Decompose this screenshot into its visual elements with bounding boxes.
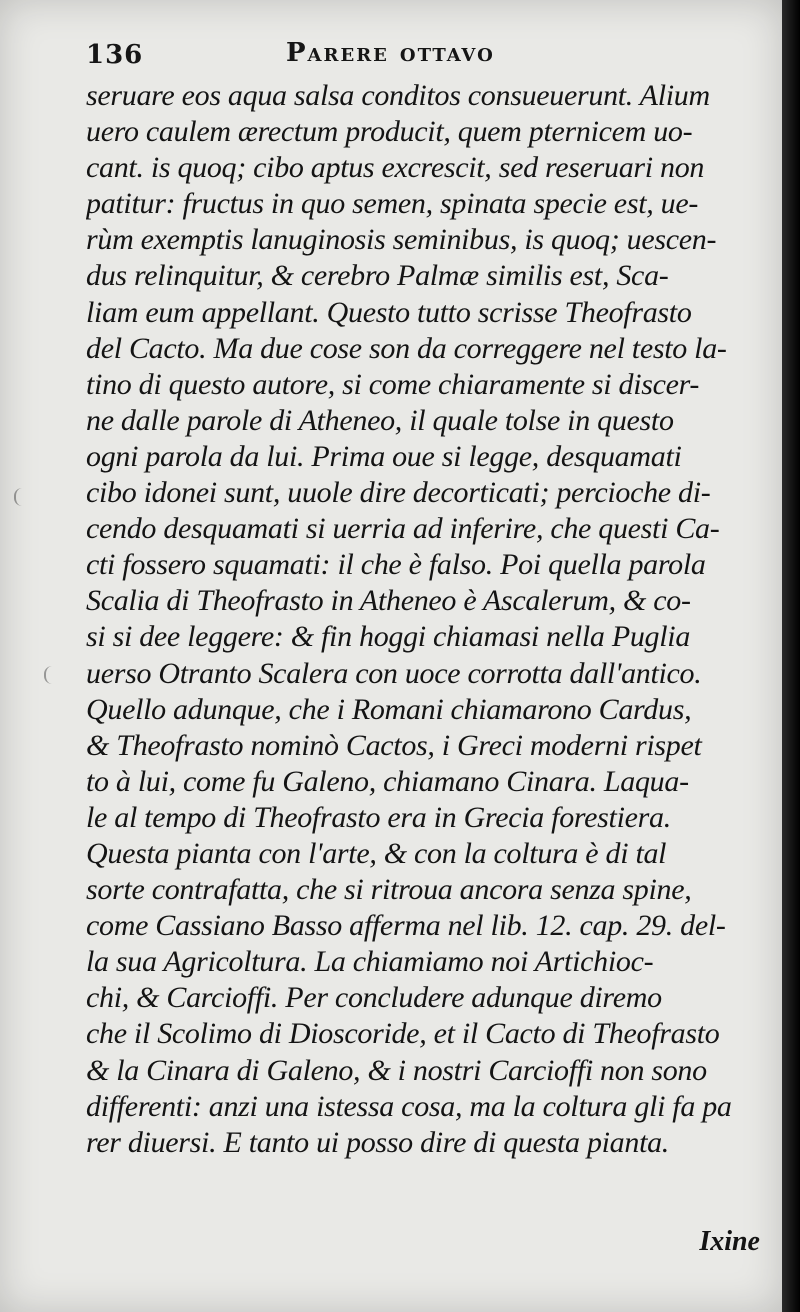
catchword: Ixine xyxy=(699,1226,760,1257)
text-line: cendo desquamati si uerria ad inferire, che questi Ca- xyxy=(86,512,720,546)
text-line: Questa pianta con l'arte, & con la coltura è di tal xyxy=(86,836,667,870)
text-line: le al tempo di Theofrasto era in Grecia forestiera. xyxy=(86,800,671,834)
text-line: che il Scolimo di Dioscoride, et il Cacto di Theofrasto xyxy=(86,1017,720,1051)
text-line: sorte contrafatta, che si ritroua ancora senza spine, xyxy=(86,873,692,907)
text-line: rer diuersi. E tanto ui posso dire di questa pianta. xyxy=(86,1125,670,1159)
text-line: cant. is quoq; cibo aptus excrescit, sed reseruari non xyxy=(86,151,705,185)
running-head: Parere ottavo xyxy=(286,38,495,68)
text-line: la sua Agricoltura. La chiamiamo noi Artichioc- xyxy=(86,945,654,979)
text-line: patitur: fructus in quo semen, spinata specie est, ue- xyxy=(86,187,699,221)
text-line: uerso Otranto Scalera con uoce corrotta dall'antico. xyxy=(86,656,702,690)
text-line: si si dee leggere: & fin hoggi chiamasi nella Puglia xyxy=(86,620,691,654)
margin-ink-mark xyxy=(14,488,24,506)
page-edge-shadow xyxy=(782,0,800,1312)
page-number: 136 xyxy=(86,40,144,70)
text-line: & Theofrasto nominò Cactos, i Greci moderni rispet xyxy=(86,728,702,762)
text-line: ne dalle parole di Atheneo, il quale tolse in questo xyxy=(86,403,674,437)
text-line: tino di questo autore, si come chiaramente si discer- xyxy=(86,367,700,401)
text-line: ogni parola da lui. Prima oue si legge, desquamati xyxy=(86,439,682,473)
text-line: Scalia di Theofrasto in Atheneo è Ascalerum, & co- xyxy=(86,584,691,618)
text-line: chi, & Carcioffi. Per concludere adunque diremo xyxy=(86,981,662,1015)
margin-ink-mark xyxy=(44,666,54,684)
text-line: Quello adunque, che i Romani chiamarono Cardus, xyxy=(86,692,692,726)
text-line: seruare eos aqua salsa conditos consueuerunt. Alium xyxy=(86,79,710,112)
body-text xyxy=(86,78,766,1161)
text-line: cibo idonei sunt, uuole dire decorticati; percioche di- xyxy=(86,476,711,510)
text-line: rùm exemptis lanuginosis seminibus, is quoq; uescen- xyxy=(86,223,717,257)
text-line: liam eum appellant. Questo tutto scrisse Theofrasto xyxy=(86,295,692,329)
text-line: cti fossero squamati: il che è falso. Poi quella parola xyxy=(86,548,706,582)
page-header xyxy=(86,34,686,74)
text-line: & la Cinara di Galeno, & i nostri Carcioffi non sono xyxy=(86,1053,707,1087)
text-line: uero caulem ærectum producit, quem pternicem uo- xyxy=(86,115,693,149)
text-line: differenti: anzi una istessa cosa, ma la coltura gli fa pa xyxy=(86,1089,732,1123)
text-line: del Cacto. Ma due cose son da correggere nel testo la- xyxy=(86,331,727,365)
text-line: come Cassiano Basso afferma nel lib. 12. cap. 29. del- xyxy=(86,909,726,943)
text-line: to à lui, come fu Galeno, chiamano Cinara. Laqua- xyxy=(86,764,689,798)
text-line: dus relinquitur, & cerebro Palmæ similis est, Sca- xyxy=(86,259,669,293)
